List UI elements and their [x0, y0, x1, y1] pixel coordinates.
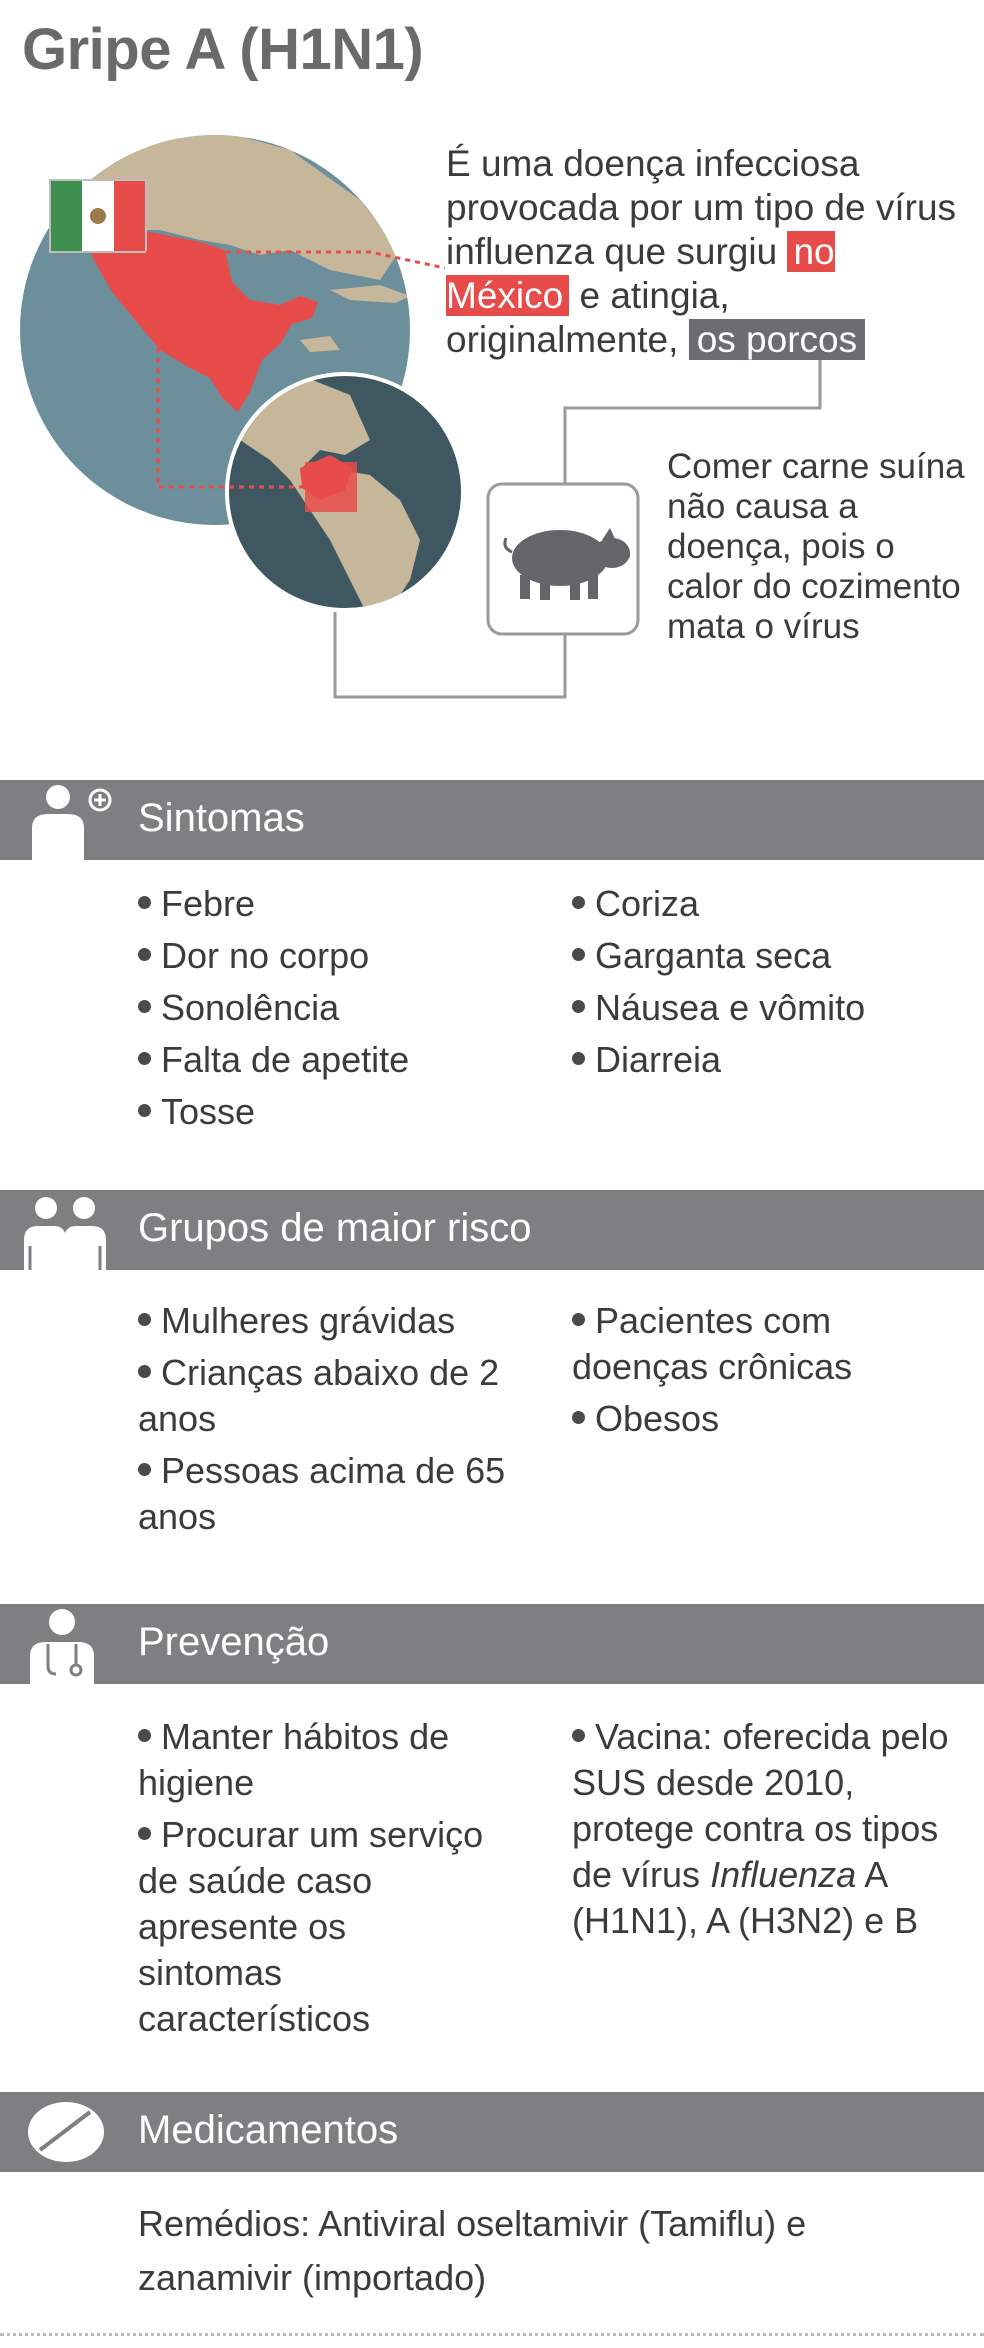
people-group-icon	[18, 1190, 118, 1270]
sintomas-col-1	[138, 878, 558, 1138]
pig-note: Comer carne suína não causa a doença, pois o calor do cozimento mata o vírus	[667, 447, 965, 646]
section-header-medicamentos	[0, 2092, 984, 2172]
section-header-sintomas	[0, 780, 984, 860]
section-header-grupos	[0, 1190, 984, 1270]
list-item: Dor no corpo	[138, 930, 558, 982]
list-item: Coriza	[572, 878, 972, 930]
sintomas-col-2	[572, 878, 972, 1086]
mexico-highlight-box	[305, 462, 357, 512]
bottom-divider	[0, 2333, 984, 2336]
section-title-medicamentos: Medicamentos	[138, 2108, 399, 2152]
pill-icon	[18, 2092, 118, 2172]
section-title-grupos: Grupos de maior risco	[138, 1206, 532, 1250]
prevencao-col-1	[138, 1714, 488, 2048]
list-item: Crianças abaixo de 2 anos	[138, 1352, 500, 1439]
list-item: Tosse	[138, 1086, 558, 1138]
doctor-icon	[18, 1604, 118, 1684]
medicamentos-text: Remédios: Antiviral oseltamivir (Tamiflu) e zanamivir (importado)	[138, 2203, 807, 2298]
highlight-pigs: os porcos	[689, 319, 865, 360]
intro-part-1: É uma doença infecciosa provocada por um tipo de vírus influenza que surgiu	[446, 143, 957, 272]
list-item: Manter hábitos de higiene	[138, 1716, 450, 1803]
list-item: Procurar um serviço de saúde caso apresente os sintomas característicos	[138, 1814, 484, 2039]
section-title-prevencao: Prevenção	[138, 1620, 330, 1664]
pig-icon-box	[488, 484, 638, 634]
intro-part-2: e atingia, originalmente,	[446, 275, 730, 360]
grupos-col-1	[138, 1298, 518, 1546]
list-item: Falta de apetite	[138, 1034, 558, 1086]
page-title: Gripe A (H1N1)	[22, 17, 424, 82]
intro-text	[446, 142, 966, 362]
section-header-prevencao	[0, 1604, 984, 1684]
list-item: Pessoas acima de 65 anos	[138, 1450, 506, 1537]
list-item: Náusea e vômito	[572, 982, 972, 1034]
grupos-col-2	[572, 1298, 932, 1448]
list-item: Obesos	[572, 1396, 932, 1442]
list-item: Vacina: oferecida pelo SUS desde 2010, protege contra os tipos de vírus Influenza A (H1N1), A (H3N2) e B	[572, 1716, 949, 1941]
person-medical-icon	[18, 780, 118, 860]
list-item: Pacientes com doenças crônicas	[572, 1300, 853, 1387]
mexico-flag-icon	[50, 180, 146, 252]
list-item: Sonolência	[138, 982, 558, 1034]
list-item: Diarreia	[572, 1034, 972, 1086]
section-title-sintomas: Sintomas	[138, 796, 305, 840]
list-item: Garganta seca	[572, 930, 972, 982]
list-item: Mulheres grávidas	[138, 1298, 518, 1344]
prevencao-col-2	[572, 1714, 982, 1950]
highlight-mexico: no México	[446, 231, 835, 316]
list-item: Febre	[138, 878, 558, 930]
